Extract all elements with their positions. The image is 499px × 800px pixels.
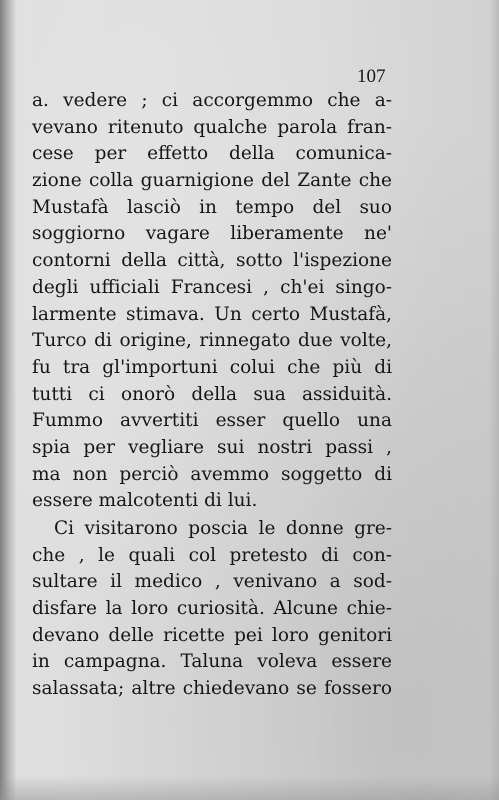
text-line: salassata; altre chiedevano se fossero xyxy=(32,678,392,700)
text-line: sultare il medico , venivano a sod- xyxy=(32,571,392,593)
text-line: spia per vegliare sui nostri passi , xyxy=(32,436,392,458)
text-line: fu tra gl'importuni colui che più di xyxy=(32,356,392,378)
text-line: a. vedere ; ci accorgemmo che a- xyxy=(32,90,392,111)
text-line: soggiorno vagare liberamente ne' xyxy=(32,223,392,245)
text-line: che , le quali col pretesto di con- xyxy=(32,544,392,566)
text-line: degli ufficiali Francesi , ch'ei singo- xyxy=(32,276,392,298)
text-line: Mustafà lasciò in tempo del suo xyxy=(32,196,392,218)
paragraph-start-line: Ci visitarono poscia le donne gre- xyxy=(54,518,392,539)
text-line: larmente stimava. Un certo Mustafà, xyxy=(32,303,392,325)
text-line: disfare la loro curiosità. Alcune chie- xyxy=(32,598,392,620)
text-line: contorni della città, sotto l'ispezione xyxy=(32,250,392,272)
page-gutter-shadow xyxy=(0,0,16,800)
text-line: cese per effetto della comunica- xyxy=(32,143,392,165)
text-line: devano delle ricette pei loro genitori xyxy=(32,624,392,646)
text-line: in campagna. Taluna voleva essere xyxy=(32,651,392,673)
page-number: 107 xyxy=(357,66,386,87)
text-line: zione colla guarnigione del Zante che xyxy=(32,170,392,192)
text-line: Fummo avvertiti esser quello una xyxy=(32,410,392,432)
page-right-edge xyxy=(489,0,499,800)
text-line: vevano ritenuto qualche parola fran- xyxy=(32,116,392,138)
text-line: tutti ci onorò della sua assiduità. xyxy=(32,383,392,405)
page-bottom-edge xyxy=(0,776,499,800)
text-line: ma non perciò avemmo soggetto di xyxy=(32,463,392,485)
body-text xyxy=(32,88,392,703)
paragraph-end-line: essere malcotenti di lui. xyxy=(32,490,258,512)
text-line: Turco di origine, rinnegato due volte, xyxy=(32,330,392,352)
